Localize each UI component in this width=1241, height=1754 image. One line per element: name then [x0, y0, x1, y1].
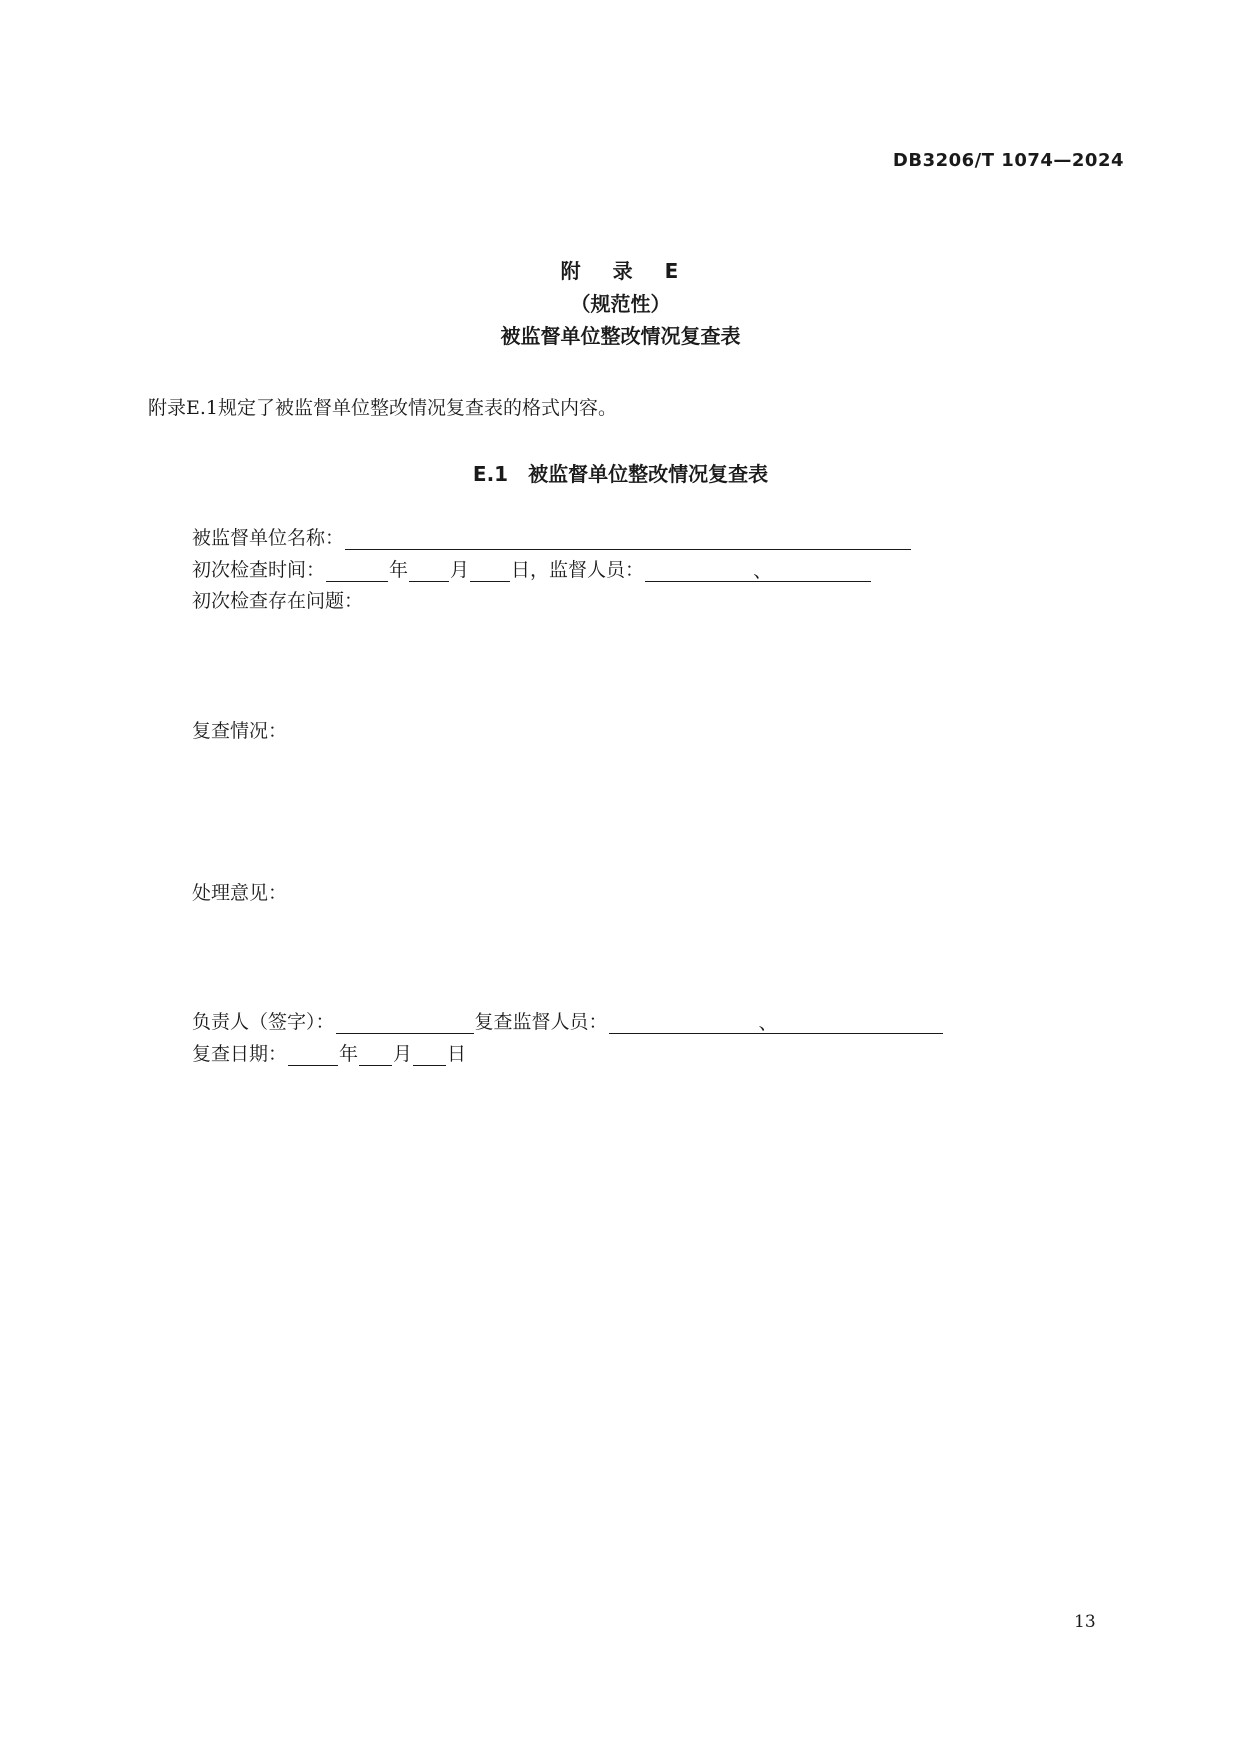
appendix-label-2: 录: [612, 259, 635, 283]
appendix-heading: [0, 255, 1241, 284]
day-separator-label: 日，监督人员：: [511, 559, 645, 581]
first-check-row: [192, 555, 872, 582]
dun-separator: 、: [753, 560, 773, 582]
first-check-label: 初次检查时间：: [192, 559, 326, 581]
document-code: DB3206/T 1074—2024: [892, 150, 1124, 171]
review-year-blank[interactable]: [288, 1045, 338, 1066]
review-row: [192, 716, 287, 743]
inspector-blank[interactable]: [645, 561, 871, 582]
opinion-row: [192, 878, 287, 905]
first-check-year-blank[interactable]: [326, 561, 388, 582]
intro-paragraph: 附录E.1规定了被监督单位整改情况复查表的格式内容。: [148, 397, 617, 419]
table-title: [0, 458, 1241, 487]
dun-separator-2: 、: [758, 1012, 778, 1034]
responsible-signature-blank[interactable]: [336, 1013, 474, 1034]
review-staff-blank[interactable]: [609, 1013, 943, 1034]
first-check-month-blank[interactable]: [409, 561, 449, 582]
unit-name-blank[interactable]: [345, 529, 911, 550]
review-date-row: [192, 1039, 466, 1066]
review-month-label: 月: [393, 1043, 413, 1065]
responsible-label: 负责人（签字）：: [192, 1011, 335, 1033]
review-month-blank[interactable]: [359, 1045, 392, 1066]
page-number: 13: [1074, 1612, 1096, 1632]
review-day-blank[interactable]: [413, 1045, 446, 1066]
opinion-label: 处理意见：: [192, 882, 288, 904]
unit-name-row: [192, 523, 912, 550]
review-year-label: 年: [339, 1043, 359, 1065]
review-date-label: 复查日期：: [192, 1043, 288, 1065]
review-staff-label: 复查监督人员：: [474, 1011, 608, 1033]
first-check-day-blank[interactable]: [470, 561, 510, 582]
table-name: 被监督单位整改情况复查表: [528, 462, 769, 486]
responsible-row: [192, 1007, 944, 1034]
problems-label: 初次检查存在问题：: [192, 590, 364, 612]
review-label: 复查情况：: [192, 720, 288, 742]
normative-note: （规范性）: [570, 292, 671, 316]
problems-row: [192, 586, 363, 613]
appendix-label-1: 附: [560, 259, 583, 283]
year-label: 年: [389, 559, 409, 581]
appendix-title: 被监督单位整改情况复查表: [500, 324, 741, 348]
unit-name-label: 被监督单位名称：: [192, 527, 345, 549]
review-day-label: 日: [447, 1043, 467, 1065]
table-number: E.1: [472, 462, 509, 486]
month-label: 月: [450, 559, 470, 581]
appendix-label-3: E: [664, 259, 681, 283]
